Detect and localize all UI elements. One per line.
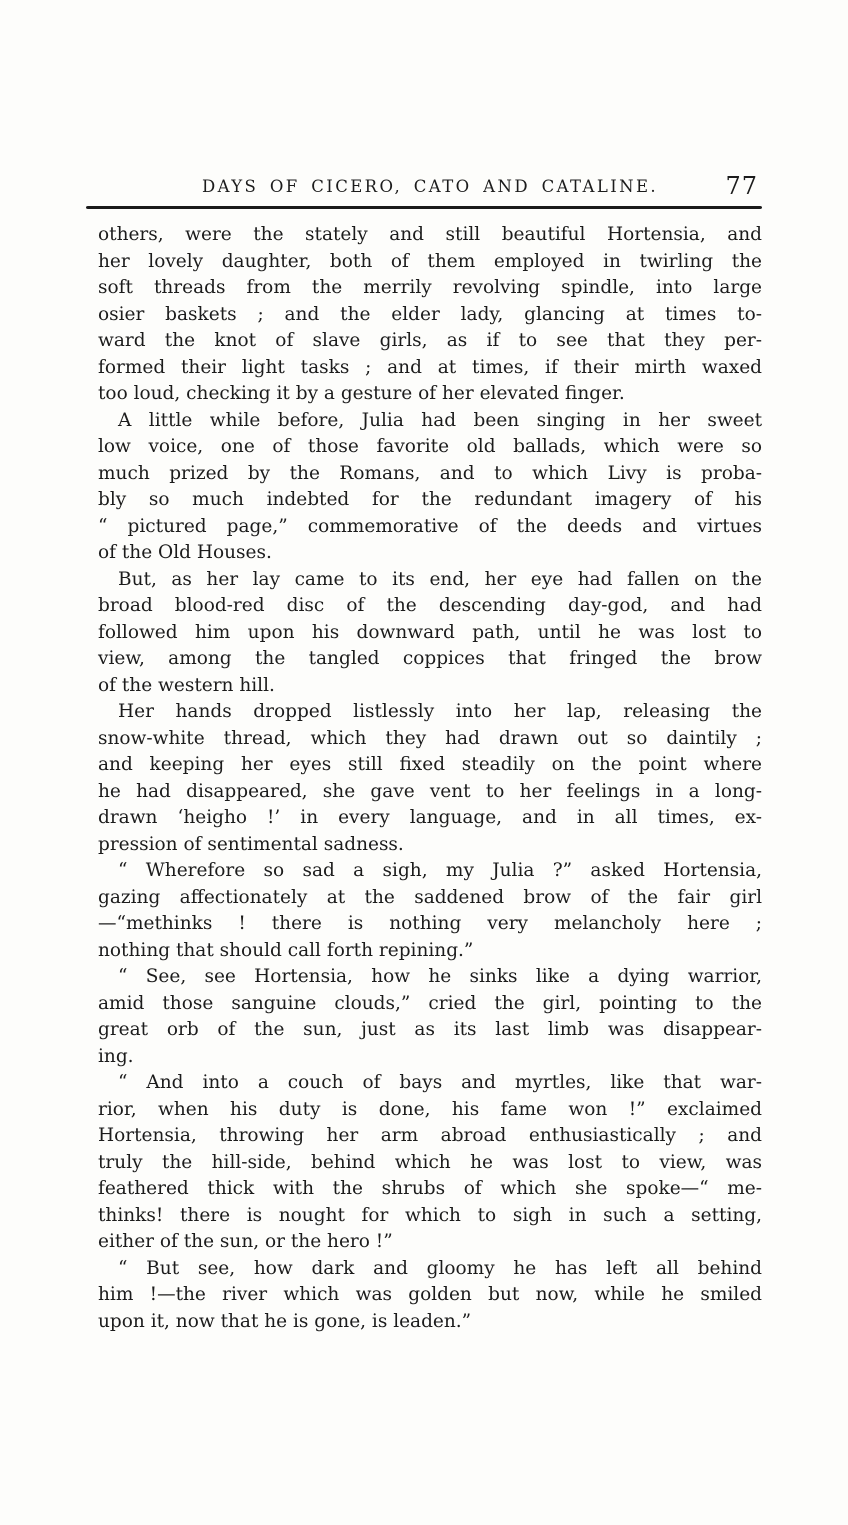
text-line: But, as her lay came to its end, her eye had fallen on the: [118, 568, 762, 590]
text-line: too loud, checking it by a gesture of her elevated finger.: [98, 383, 625, 404]
paragraph: [98, 1070, 762, 1256]
page-number: 77: [725, 172, 758, 200]
text-line: gazing affectionately at the saddened brow of the fair girl: [98, 886, 762, 908]
page-body: [98, 222, 762, 1335]
text-line: pression of sentimental sadness.: [98, 833, 404, 855]
text-line: her lovely daughter, both of them employed in twirling the: [98, 250, 762, 272]
text-line: snow-white thread, which they had drawn out so daintily ;: [98, 727, 762, 749]
text-block: [98, 166, 762, 1335]
text-line: feathered thick with the shrubs of which she spoke—“ me-: [98, 1178, 762, 1199]
paragraph: [98, 222, 762, 408]
text-line: osier baskets ; and the elder lady, glancing at times to-: [98, 303, 762, 325]
text-line: low voice, one of those favorite old ballads, which were so: [98, 436, 762, 457]
paragraph: [98, 699, 762, 858]
text-line: drawn ‘heigho !’ in every language, and in all times, ex-: [98, 807, 762, 828]
paragraph: [98, 1256, 762, 1336]
text-line: view, among the tangled coppices that fringed the brow: [98, 648, 762, 669]
text-line: of the Old Houses.: [98, 542, 272, 563]
text-line: nothing that should call forth repining.”: [98, 939, 474, 961]
text-line: him !—the river which was golden but now, while he smiled: [98, 1284, 762, 1305]
text-line: A little while before, Julia had been singing in her sweet: [118, 409, 762, 431]
text-line: others, were the stately and still beautiful Hortensia, and: [98, 224, 762, 245]
text-line: much prized by the Romans, and to which Livy is proba-: [98, 462, 762, 484]
text-line: either of the sun, or the hero !”: [98, 1231, 393, 1252]
text-line: of the western hill.: [98, 674, 275, 696]
text-line: Her hands dropped listlessly into her lap, releasing the: [118, 701, 762, 722]
text-line: “ See, see Hortensia, how he sinks like a dying warrior,: [118, 966, 762, 987]
paragraph: [98, 408, 762, 567]
text-line: and keeping her eyes still fixed steadily on the point where: [98, 754, 762, 775]
text-line: amid those sanguine clouds,” cried the girl, pointing to the: [98, 992, 762, 1014]
text-line: truly the hill-side, behind which he was lost to view, was: [98, 1151, 762, 1173]
text-line: he had disappeared, she gave vent to her feelings in a long-: [98, 780, 762, 802]
text-line: ward the knot of slave girls, as if to see that they per-: [98, 330, 762, 351]
running-header: [98, 166, 762, 198]
header-rule: [86, 206, 762, 209]
text-line: “ Wherefore so sad a sigh, my Julia ?” asked Hortensia,: [118, 860, 762, 881]
text-line: “ But see, how dark and gloomy he has left all behind: [118, 1257, 762, 1279]
text-line: thinks! there is nought for which to sigh in such a setting,: [98, 1204, 762, 1226]
text-line: ing.: [98, 1045, 134, 1067]
paragraph: [98, 567, 762, 700]
text-line: Hortensia, throwing her arm abroad enthusiastically ; and: [98, 1125, 762, 1146]
text-line: “ pictured page,” commemorative of the deeds and virtues: [98, 515, 762, 537]
text-line: “ And into a couch of bays and myrtles, like that war-: [118, 1072, 762, 1093]
text-line: —“methinks ! there is nothing very melancholy here ;: [98, 913, 762, 934]
text-line: rior, when his duty is done, his fame won !” exclaimed: [98, 1098, 762, 1120]
text-line: formed their light tasks ; and at times, if their mirth waxed: [98, 356, 762, 378]
text-line: soft threads from the merrily revolving spindle, into large: [98, 277, 762, 298]
paragraph: [98, 858, 762, 964]
page-header-title: DAYS OF CICERO, CATO AND CATALINE.: [201, 177, 659, 196]
text-line: bly so much indebted for the redundant imagery of his: [98, 489, 762, 510]
paragraph: [98, 964, 762, 1070]
text-line: upon it, now that he is gone, is leaden.”: [98, 1310, 472, 1332]
text-line: great orb of the sun, just as its last limb was disappear-: [98, 1019, 762, 1040]
text-line: followed him upon his downward path, until he was lost to: [98, 621, 762, 643]
text-line: broad blood-red disc of the descending day-god, and had: [98, 595, 762, 616]
